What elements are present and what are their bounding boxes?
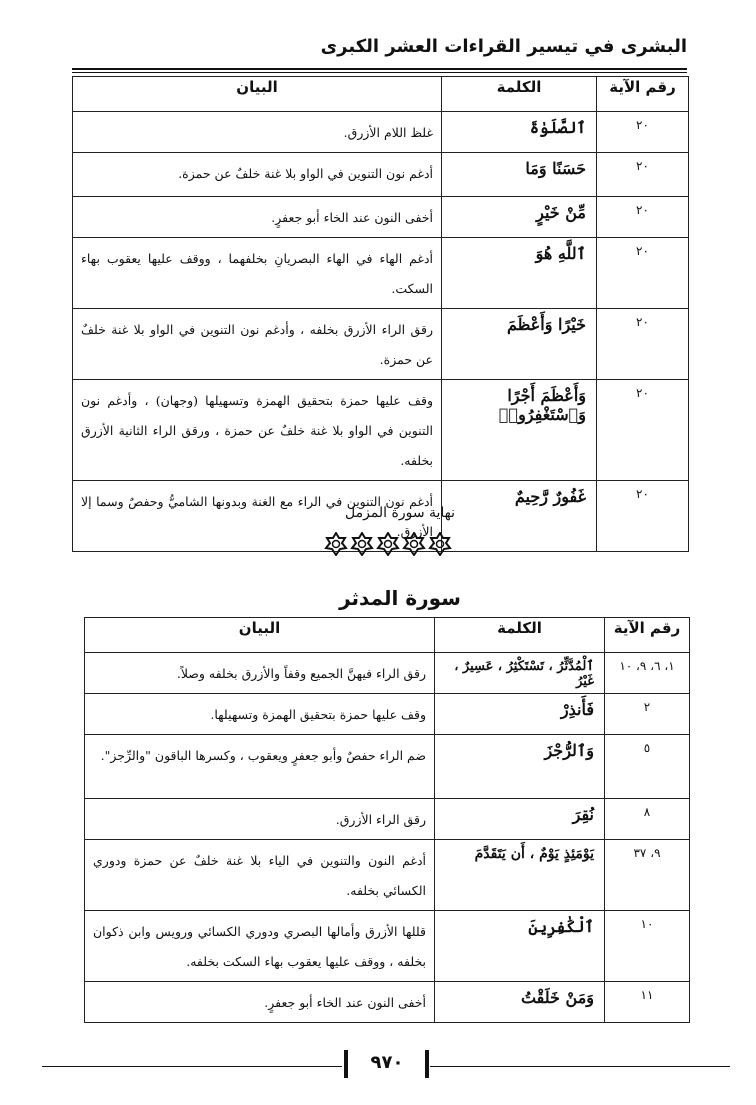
explanation-text: قللها الأزرق وأمالها البصري ودوري الكسائي ورويس وابن ذكوان بخلفه ، ووقف عليها يعقوب بهاء السكت بخلفه.: [85, 911, 435, 982]
page-number: ٩٧٠: [370, 1052, 404, 1073]
header-rule: [72, 68, 687, 70]
explanation-text: ضم الراء حفصٌ وأبو جعفرٍ ويعقوب ، وكسرها الباقون "والرِّجز".: [85, 735, 435, 799]
quran-word: يَوْمَئِذٍ يَوْمٌ ، أَن يَتَقَدَّمَ: [435, 840, 605, 911]
column-header-word: الكلمة: [442, 77, 597, 112]
column-header-ayah: رقم الآية: [605, 618, 690, 653]
table-row: [73, 238, 689, 309]
quran-word: نُقِرَ: [435, 799, 605, 840]
quran-word: خَيْرًا وَأَعْظَمَ: [442, 309, 597, 380]
table-row: [73, 197, 689, 238]
footer-bar-left: [344, 1050, 348, 1078]
readings-table-muddaththir: [84, 617, 690, 1023]
explanation-text: رقق الراء الأزرق.: [85, 799, 435, 840]
ayah-number: ٩، ٣٧: [605, 840, 690, 911]
explanation-text: وقف عليها حمزة بتحقيق الهمزة وتسهيلها (وجهان) ، وأدغم نون التنوين في الواو بلا غنة خلفٌ عن حمزة ، ورقق الراء الثانية الأزرق بخلفه.: [73, 380, 442, 481]
ayah-number: ٢٠: [597, 197, 689, 238]
table-row: [85, 694, 690, 735]
quran-word: ٱلصَّلَوٰةَ: [442, 112, 597, 153]
explanation-text: أدغم نون التنوين في الواو بلا غنة خلفٌ عن حمزة.: [73, 153, 442, 197]
explanation-text: أخفى النون عند الخاء أبو جعفرٍ.: [73, 197, 442, 238]
table-row: [73, 112, 689, 153]
column-header-ayah: رقم الآية: [597, 77, 689, 112]
sura-end-label: نهاية سورة المزمل: [344, 505, 456, 521]
quran-word: ٱلْمُدَّثِّرُ ، تَسْتَكْثِرُ ، عَسِيرٌ ، غَيْرُ: [435, 653, 605, 694]
ayah-number: ٢٠: [597, 153, 689, 197]
ayah-number: ٨: [605, 799, 690, 840]
quran-word: وَأَعْظَمَ أَجْرًا وَٱسْتَغْفِرُوا۟: [442, 380, 597, 481]
table-row: [85, 982, 690, 1023]
column-header-word: الكلمة: [435, 618, 605, 653]
explanation-text: أخفى النون عند الخاء أبو جعفرٍ.: [85, 982, 435, 1023]
quran-word: حَسَنًا وَمَا: [442, 153, 597, 197]
ayah-number: ٢٠: [597, 481, 689, 552]
ayah-number: ١٠: [605, 911, 690, 982]
table-row: [85, 840, 690, 911]
quran-word: وَمَنْ خَلَقْتُ: [435, 982, 605, 1023]
ayah-number: ٢٠: [597, 112, 689, 153]
table-row: [73, 380, 689, 481]
explanation-text: أدغم نون التنوين في الراء مع الغنة وبدونها الشاميُّ وحفصٌ وسما إلا الأزرق.: [73, 481, 442, 552]
sura-title: سورة المدثر: [339, 586, 461, 610]
star-ornament-icon: [428, 532, 452, 556]
page-header-title: البشرى في تيسير القراءات العشر الكبرى: [320, 36, 687, 57]
quran-word: ٱللَّهِ هُوَ: [442, 238, 597, 309]
explanation-text: غلظ اللام الأزرق.: [73, 112, 442, 153]
explanation-text: وقف عليها حمزة بتحقيق الهمزة وتسهيلها.: [85, 694, 435, 735]
star-ornament-icon: [376, 532, 400, 556]
explanation-text: أدغم الهاء في الهاء البصريانِ بخلفهما ، ووقف عليها يعقوب بهاء السكت.: [73, 238, 442, 309]
explanation-text: أدغم النون والتنوين في الياء بلا غنة خلفٌ عن حمزة ودوري الكسائي بخلفه.: [85, 840, 435, 911]
table-row: [85, 735, 690, 799]
ayah-number: ١١: [605, 982, 690, 1023]
ornament-divider: [318, 532, 458, 560]
quran-word: ٱلْكَٰفِرِينَ: [435, 911, 605, 982]
quran-word: وَٱلرُّجْزَ: [435, 735, 605, 799]
column-header-explanation: البيان: [73, 77, 442, 112]
ayah-number: ٢٠: [597, 380, 689, 481]
ayah-number: ٢٠: [597, 309, 689, 380]
quran-word: مِّنْ خَيْرٍ: [442, 197, 597, 238]
readings-table-muzzammil: [72, 76, 689, 552]
explanation-text: رقق الراء الأزرق بخلفه ، وأدغم نون التنوين في الواو بلا غنة خلفٌ عن حمزة.: [73, 309, 442, 380]
column-header-explanation: البيان: [85, 618, 435, 653]
quran-word: فَأَنذِرْ: [435, 694, 605, 735]
star-ornament-icon: [324, 532, 348, 556]
ayah-number: ٢: [605, 694, 690, 735]
table-row: [85, 653, 690, 694]
header-rule-thin: [72, 72, 687, 73]
ayah-number: ١، ٦، ٩، ١٠: [605, 653, 690, 694]
star-ornament-icon: [402, 532, 426, 556]
footer-rule-left: [42, 1066, 342, 1067]
star-ornament-icon: [350, 532, 374, 556]
table-row: [85, 911, 690, 982]
footer-rule-right: [430, 1066, 730, 1067]
ayah-number: ٥: [605, 735, 690, 799]
table-row: [85, 799, 690, 840]
footer-bar-right: [425, 1050, 429, 1078]
explanation-text: رقق الراء فيهنَّ الجميع وقفاً والأزرق بخلفه وصلاً.: [85, 653, 435, 694]
table-row: [73, 153, 689, 197]
table-row: [73, 309, 689, 380]
ayah-number: ٢٠: [597, 238, 689, 309]
quran-word: غَفُورٌ رَّحِيمٌ: [442, 481, 597, 552]
